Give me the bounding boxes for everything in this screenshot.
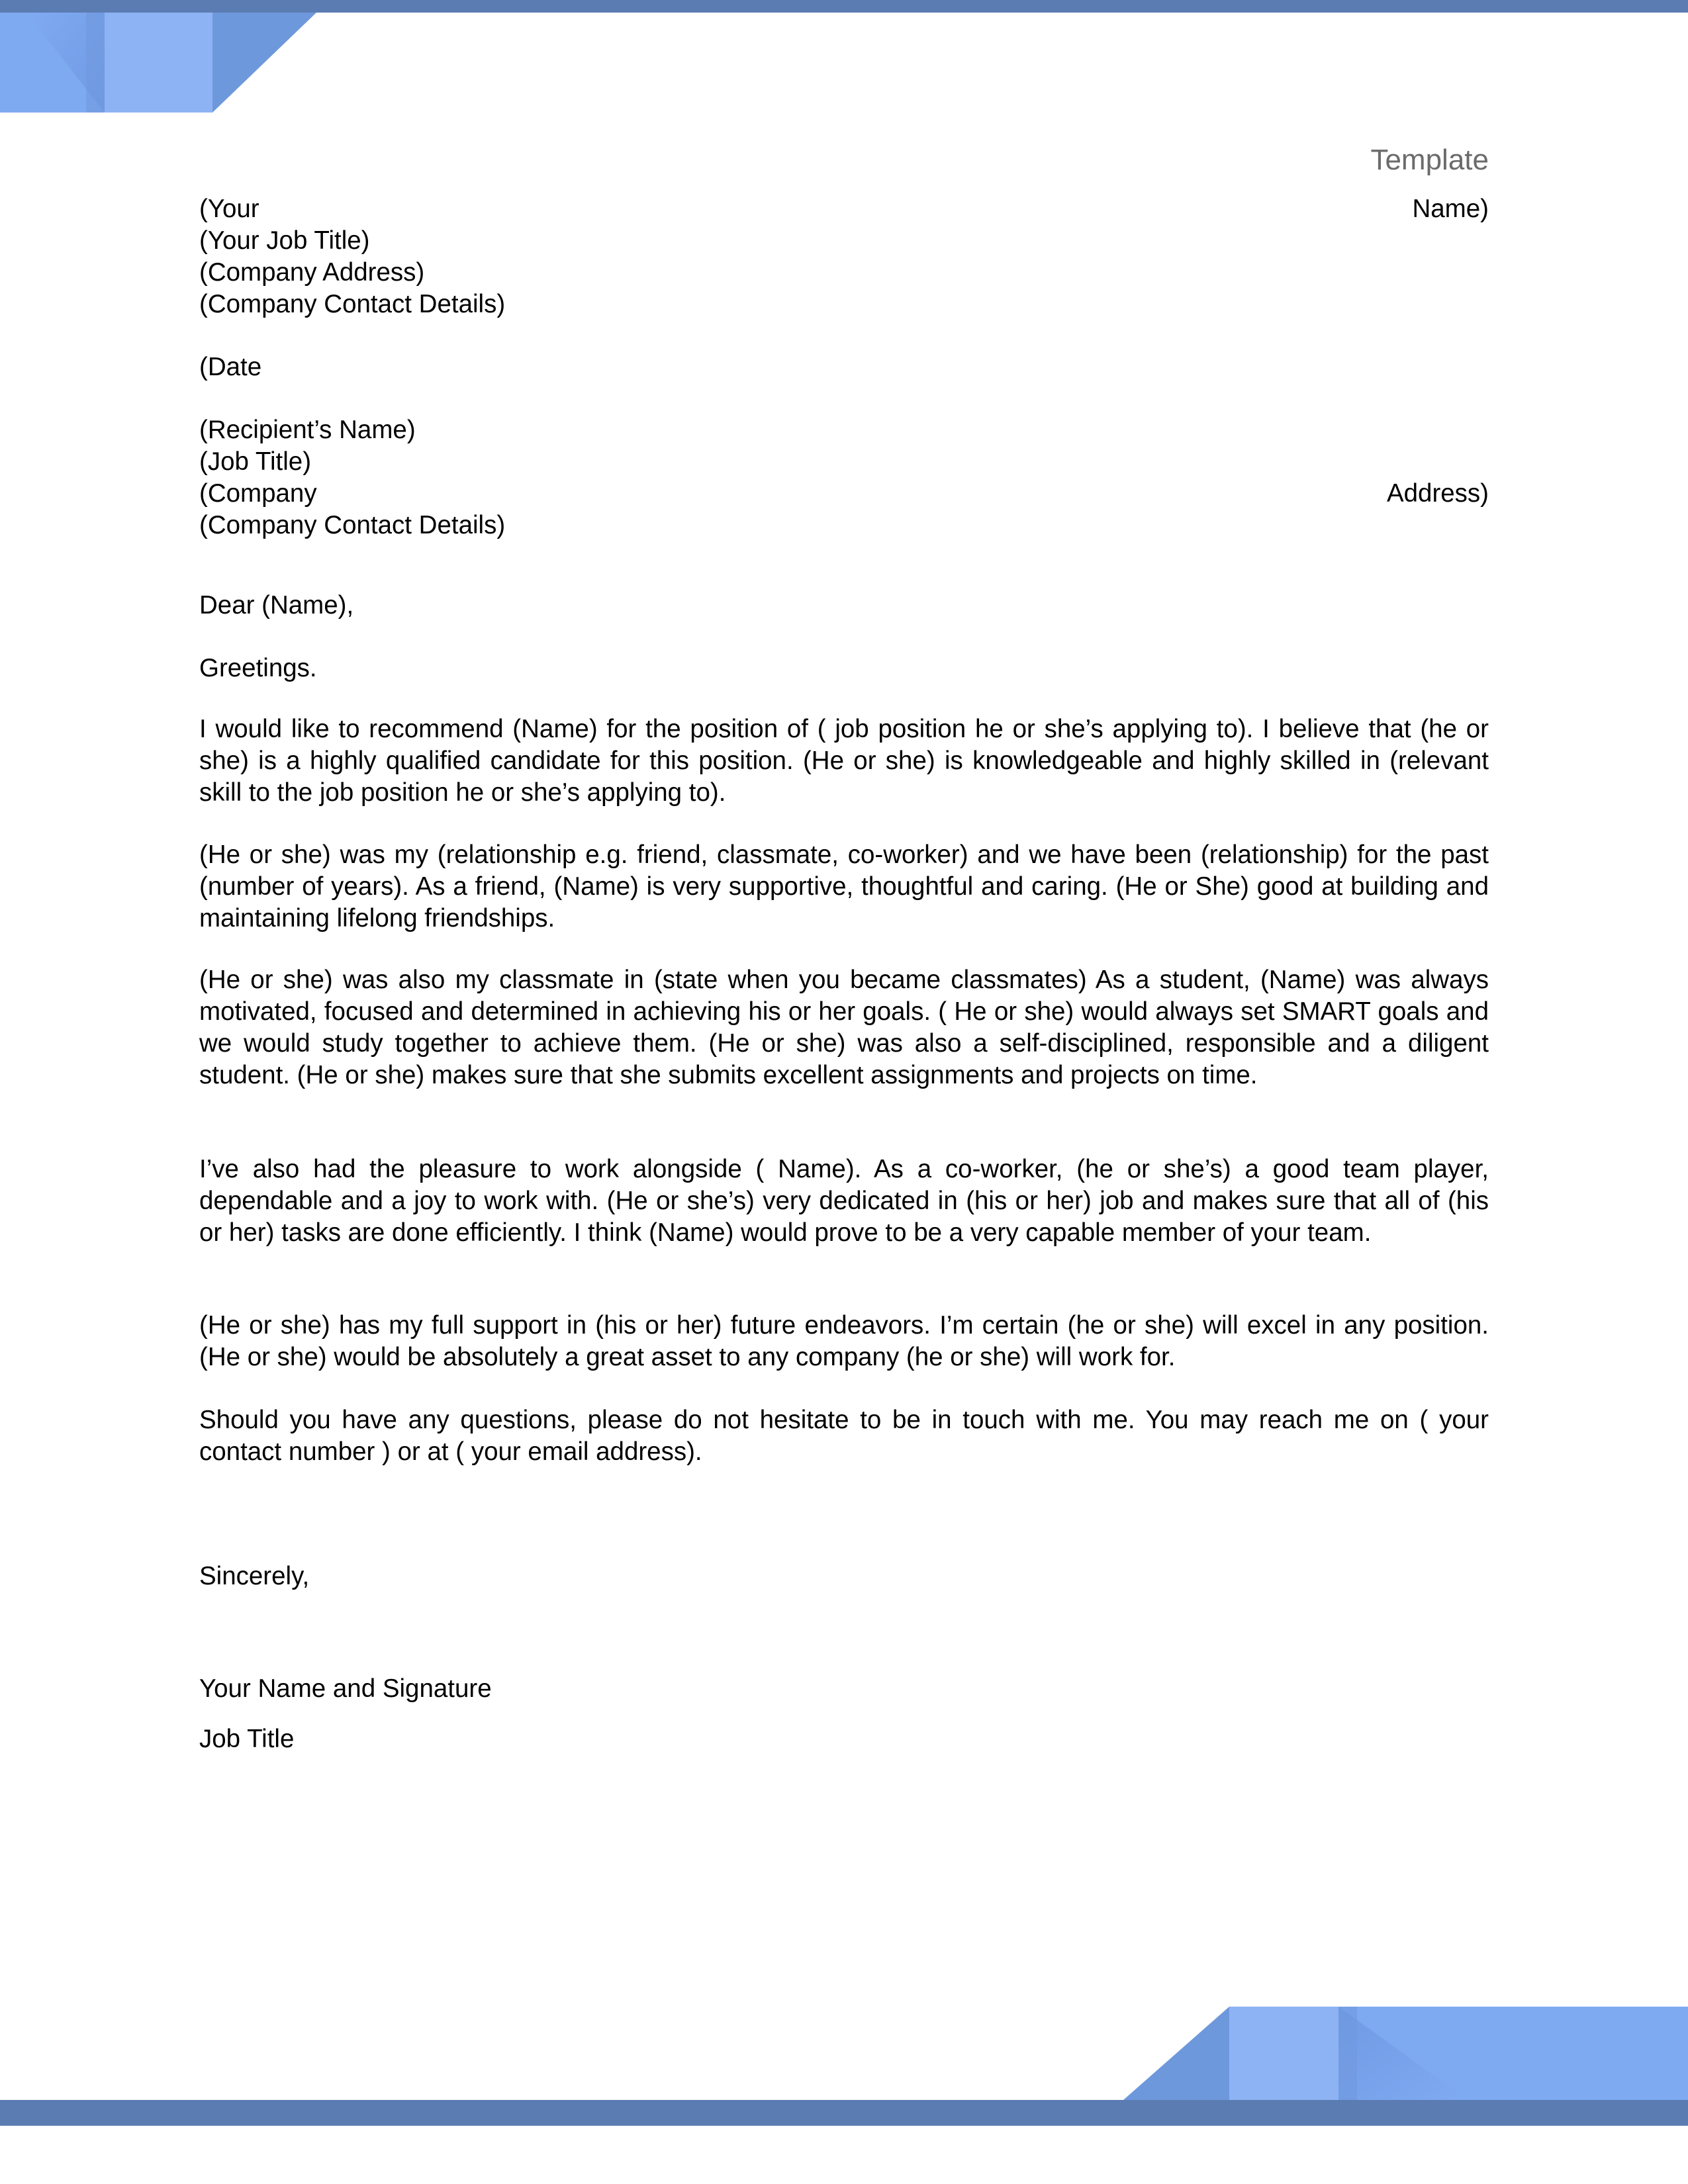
recipient-name: (Recipient’s Name)	[199, 416, 416, 444]
template-label: Template	[1370, 144, 1489, 176]
signer-title: Job Title	[199, 1725, 295, 1753]
paragraph-1: I would like to recommend (Name) for the position of ( job position he or she’s applying to). I believe that (he or she) is a highly qualified candidate for this position. (He or she) is knowledgeable and highly skilled in (relevant skill to the job position he or she’s applying to).	[199, 715, 1489, 807]
closing: Sincerely,	[199, 1562, 310, 1590]
recipient-company-right: Address)	[1386, 479, 1489, 508]
sender-contact: (Company Contact Details)	[199, 290, 506, 318]
paragraph-5: (He or she) has my full support in (his or her) future endeavors. I’m certain (he or she) will excel in any position. (He or she) would be absolutely a great asset to any company (he or she) will work for.	[199, 1311, 1489, 1371]
paragraph-2: (He or she) was my (relationship e.g. friend, classmate, co-worker) and we have been (relationship) for the past (number of years). As a friend, (Name) is very supportive, thoughtful and caring. (He or She) good at building and maintaining lifelong friendships.	[199, 841, 1489, 933]
sender-name-right: Name)	[1412, 195, 1489, 223]
paragraph-6: Should you have any questions, please do not hesitate to be in touch with me. You may reach me on ( your contact number ) or at ( your email address).	[199, 1406, 1489, 1466]
recipient-company-line	[199, 478, 1489, 510]
paragraph-4: I’ve also had the pleasure to work alongside ( Name). As a co-worker, (he or she’s) a good team player, dependable and a joy to work with. (He or she’s) very dedicated in (his or her) job and makes sure that all of (his or her) tasks are done efficiently. I think (Name) would prove to be a very capable member of your team.	[199, 1155, 1489, 1247]
date: (Date	[199, 353, 262, 381]
sender-block	[199, 193, 1489, 320]
sender-address: (Company Address)	[199, 258, 425, 287]
recipient-contact: (Company Contact Details)	[199, 511, 506, 539]
footer-bar	[0, 2100, 1688, 2126]
header-decoration	[0, 13, 318, 113]
sender-name-line	[199, 193, 1489, 225]
paragraph-3: (He or she) was also my classmate in (state when you became classmates) As a student, (Name) was always motivated, focused and determined in achieving his or her goals. ( He or she) would always set SMART goals and we would study together to achieve them. (He or she) was also a self-disciplined, responsible and a diligent student. (He or she) makes sure that she submits excellent assignments and projects on time.	[199, 966, 1489, 1089]
greeting: Greetings.	[199, 654, 317, 682]
signature: Your Name and Signature	[199, 1674, 492, 1703]
salutation: Dear (Name),	[199, 591, 354, 619]
header-bar	[0, 0, 1688, 13]
sender-name-left: (Your	[199, 195, 259, 223]
footer-decoration	[1123, 2007, 1688, 2101]
recipient-company-left: (Company	[199, 479, 317, 508]
sender-job-title: (Your Job Title)	[199, 226, 370, 255]
recipient-block	[199, 414, 1489, 541]
recipient-job-title: (Job Title)	[199, 447, 312, 476]
